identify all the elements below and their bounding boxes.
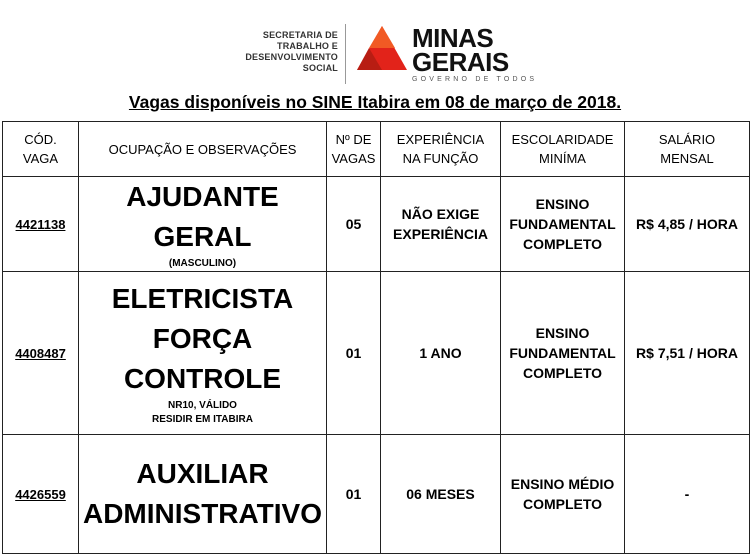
header-divider <box>345 24 346 84</box>
ocupacao-cell: AUXILIAR ADMINISTRATIVO <box>79 435 327 554</box>
minas-gerais-logo-icon <box>355 24 409 74</box>
escolaridade-cell: ENSINO FUNDAMENTAL COMPLETO <box>501 272 625 435</box>
header-escolaridade: ESCOLARIDADE MINÍMA <box>501 122 625 177</box>
salario-cell: - <box>625 435 750 554</box>
experiencia-cell: 06 MESES <box>381 435 501 554</box>
vagas-count: 01 <box>327 435 381 554</box>
experiencia-cell: 1 ANO <box>381 272 501 435</box>
vagas-count: 01 <box>327 272 381 435</box>
table-header-row <box>3 122 750 177</box>
header <box>0 10 750 84</box>
vaga-code[interactable]: 4426559 <box>3 435 79 554</box>
experiencia-cell: NÃO EXIGE EXPERIÊNCIA <box>381 177 501 272</box>
header-vagas: Nº DE VAGAS <box>327 122 381 177</box>
header-ocupacao: OCUPAÇÃO E OBSERVAÇÕES <box>79 122 327 177</box>
page-title: Vagas disponíveis no SINE Itabira em 08 de março de 2018. <box>128 92 622 112</box>
salario-cell: R$ 7,51 / HORA <box>625 272 750 435</box>
header-cod: CÓD. VAGA <box>3 122 79 177</box>
vagas-count: 05 <box>327 177 381 272</box>
table-row <box>3 435 750 554</box>
table-row <box>3 177 750 272</box>
minas-gerais-logo: MINAS GERAIS <box>412 23 509 77</box>
table-row <box>3 272 750 435</box>
escolaridade-cell: ENSINO MÉDIO COMPLETO <box>501 435 625 554</box>
header-salario: SALÁRIO MENSAL <box>625 122 750 177</box>
vagas-table <box>2 121 750 554</box>
ocupacao-cell: AJUDANTE GERAL (MASCULINO) <box>79 177 327 272</box>
header-experiencia: EXPERIÊNCIA NA FUNÇÃO <box>381 122 501 177</box>
salario-cell: R$ 4,85 / HORA <box>625 177 750 272</box>
logo-subtitle: GOVERNO DE TODOS <box>412 76 538 83</box>
vaga-code[interactable]: 4408487 <box>3 272 79 435</box>
ocupacao-cell: ELETRICISTA FORÇA CONTROLE NR10, VÁLIDO RESIDIR EM ITABIRA <box>79 272 327 435</box>
escolaridade-cell: ENSINO FUNDAMENTAL COMPLETO <box>501 177 625 272</box>
vaga-code[interactable]: 4421138 <box>3 177 79 272</box>
secretaria-label: SECRETARIA DE TRABALHO E DESENVOLVIMENTO SOCIAL <box>245 30 338 73</box>
